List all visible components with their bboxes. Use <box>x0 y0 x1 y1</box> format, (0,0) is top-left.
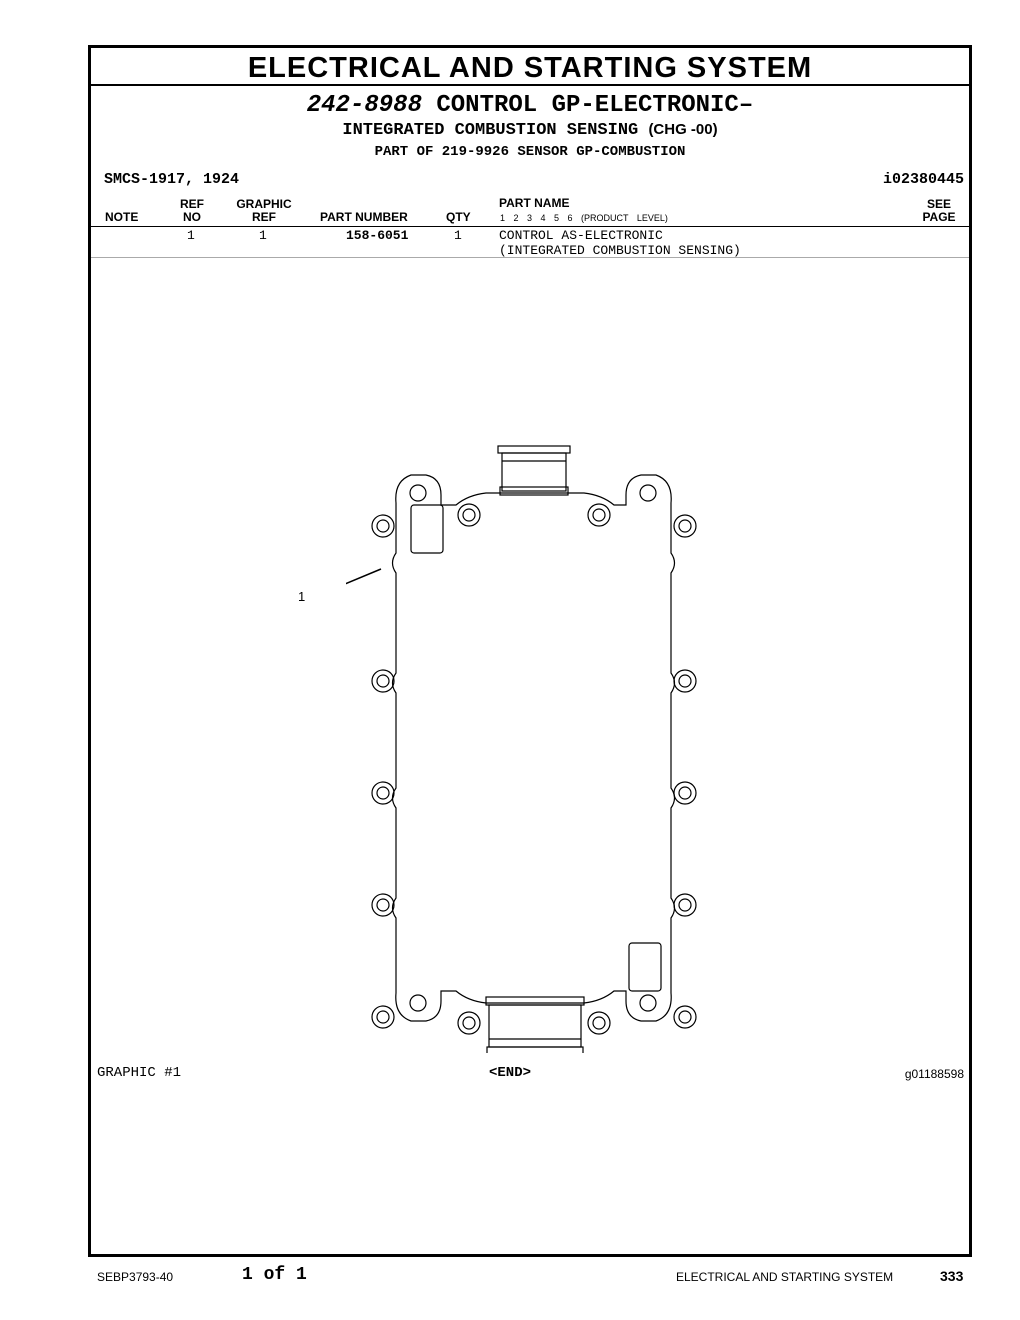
end-marker: <END> <box>489 1065 532 1081</box>
column-ref-no-line2: NO <box>183 210 201 224</box>
control-module-illustration <box>346 443 716 1053</box>
column-see-page <box>917 198 961 224</box>
smcs-code: SMCS-1917, 1924 <box>104 171 240 188</box>
footer-page-number: 333 <box>940 1268 964 1284</box>
group-subtitle <box>91 121 969 140</box>
row-qty: 1 <box>454 228 462 243</box>
column-ref-no <box>179 198 205 224</box>
column-see-page-line1: SEE <box>926 197 951 211</box>
footer-section: ELECTRICAL AND STARTING SYSTEM <box>676 1270 894 1284</box>
group-number: 242-8988 <box>306 92 422 119</box>
column-part-number: PART NUMBER <box>320 210 408 224</box>
system-title: ELECTRICAL AND STARTING SYSTEM <box>247 52 813 84</box>
column-see-page-line2: PAGE <box>922 210 956 224</box>
subtitle-text: INTEGRATED COMBUSTION SENSING <box>342 121 639 140</box>
graphic-id: g01188598 <box>904 1067 964 1081</box>
row-part-name-line1: CONTROL AS-ELECTRONIC <box>499 228 663 243</box>
group-heading <box>91 92 969 119</box>
group-name: CONTROL GP-ELECTRONIC– <box>436 92 754 119</box>
row-graphic-ref: 1 <box>259 228 267 243</box>
column-note: NOTE <box>105 210 139 224</box>
column-graphic-ref <box>231 198 297 224</box>
header-divider <box>91 226 969 227</box>
column-qty: QTY <box>446 210 471 224</box>
row-part-number: 158-6051 <box>346 228 409 243</box>
footer-doc-number: SEBP3793-40 <box>97 1270 174 1284</box>
row-ref-no: 1 <box>187 228 195 243</box>
callout-label: 1 <box>298 589 306 604</box>
document-id: i02380445 <box>882 171 964 188</box>
column-part-name: PART NAME <box>499 196 570 210</box>
title-divider <box>91 84 969 86</box>
product-level-header: 1 2 3 4 5 6 (PRODUCT LEVEL) <box>500 213 668 223</box>
column-graphic-ref-line1: GRAPHIC <box>236 197 292 211</box>
footer-page-of: 1 of 1 <box>242 1265 307 1285</box>
page-frame <box>88 45 972 1257</box>
graphic-label: GRAPHIC #1 <box>97 1065 182 1081</box>
parent-group: PART OF 219-9926 SENSOR GP-COMBUSTION <box>374 144 686 160</box>
row-divider <box>91 257 969 258</box>
column-graphic-ref-line2: REF <box>252 210 276 224</box>
column-ref-no-line1: REF <box>180 197 204 211</box>
change-level: (CHG -00) <box>648 121 718 138</box>
row-part-name-line2: (INTEGRATED COMBUSTION SENSING) <box>499 243 741 258</box>
